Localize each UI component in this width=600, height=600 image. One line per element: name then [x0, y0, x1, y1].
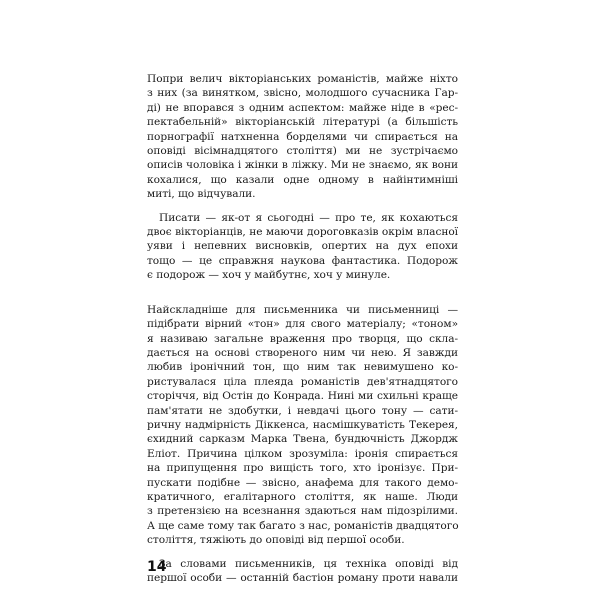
paragraph-1	[147, 72, 458, 202]
paragraph-2	[147, 211, 458, 283]
text-line: ді) не впорався з одним аспектом: майже ніде в «рес-	[147, 101, 458, 114]
text-line: пектабельній» вікторіанській літературі (а більшість	[147, 116, 458, 129]
text-line: є подорож — хоч у майбутнє, хоч у минуле.	[147, 269, 391, 282]
text-line: А ще саме тому так багато з нас, романістів двадцятого	[147, 519, 459, 532]
text-line: кохалися, що казали одне одному в найінтимніші	[147, 173, 458, 186]
text-line: ристувалася ціла плеяда романістів дев'ятнадцятого	[147, 375, 458, 388]
text-line: порнографії натхненна борделями чи спирається на	[147, 130, 458, 143]
text-line: дається на основі створеного ним чи нею. Я завжди	[147, 346, 458, 359]
paragraph-4	[147, 557, 458, 586]
text-line: на припущення про вищість того, хто іронізує. При-	[147, 462, 458, 475]
text-column	[147, 72, 458, 585]
text-line: сторіччя, від Остін до Конрада. Нині ми схильні краще	[147, 390, 458, 403]
text-line: Найскладніше для письменника чи письменниці —	[147, 303, 458, 316]
text-line: Еліот. Причина цілком зрозуміла: іронія спирається	[147, 447, 458, 460]
text-line: пам'ятати не здобутки, і невдачі цього тону — сати-	[147, 404, 458, 417]
text-line: любив іронічний тон, що ним так невимушено ко-	[147, 361, 458, 374]
paragraph-3	[147, 303, 458, 548]
text-line: століття, тяжіють до оповіді від першої особи.	[147, 534, 405, 547]
text-line: підібрати вірний «тон» для свого матеріалу; «тоном»	[147, 318, 458, 331]
paragraph-gap	[147, 202, 458, 211]
text-line: кратичного, егалітарного століття, як наше. Люди	[147, 490, 458, 503]
text-line: двоє вікторіанців, не маючи дороговказів окрім власної	[147, 226, 458, 239]
text-line: з них (за винятком, звісно, молодшого сучасника Гар-	[147, 87, 458, 100]
text-line: Попри велич вікторіанських романістів, майже ніхто	[147, 73, 458, 85]
text-line: Писати — як-от я сьогодні — про те, як кохаються	[159, 211, 458, 224]
text-line: миті, що відчували.	[147, 188, 256, 201]
text-line: пускати подібне — звісно, анафема для такого демо-	[147, 476, 458, 489]
paragraph-gap	[147, 548, 458, 557]
page-number: 14	[147, 559, 167, 575]
text-line: з претензією на всезнання здаються нам підозрілими.	[147, 505, 458, 518]
text-line: я називаю загальне враження про творця, що скла-	[147, 332, 458, 345]
section-gap	[147, 283, 458, 303]
text-line: оповіді вісімнадцятого століття) ми не зустрічаємо	[147, 145, 458, 158]
text-line: єхидний сарказм Марка Твена, бундючність Джордж	[147, 433, 458, 446]
text-line: За словами письменників, ця техніка оповіді від	[159, 557, 458, 570]
text-line: тощо — це справжня наукова фантастика. Подорож	[147, 254, 458, 267]
text-line: описів чоловіка і жінки в ліжку. Ми не знаємо, як вони	[147, 159, 458, 172]
text-line: ричну надмірність Діккенса, насмішкуватість Текерея,	[147, 418, 458, 431]
text-line: уяви і непевних висновків, опертих на дух епохи	[147, 240, 458, 253]
text-line: першої особи — останній бастіон роману проти навали	[147, 572, 458, 584]
